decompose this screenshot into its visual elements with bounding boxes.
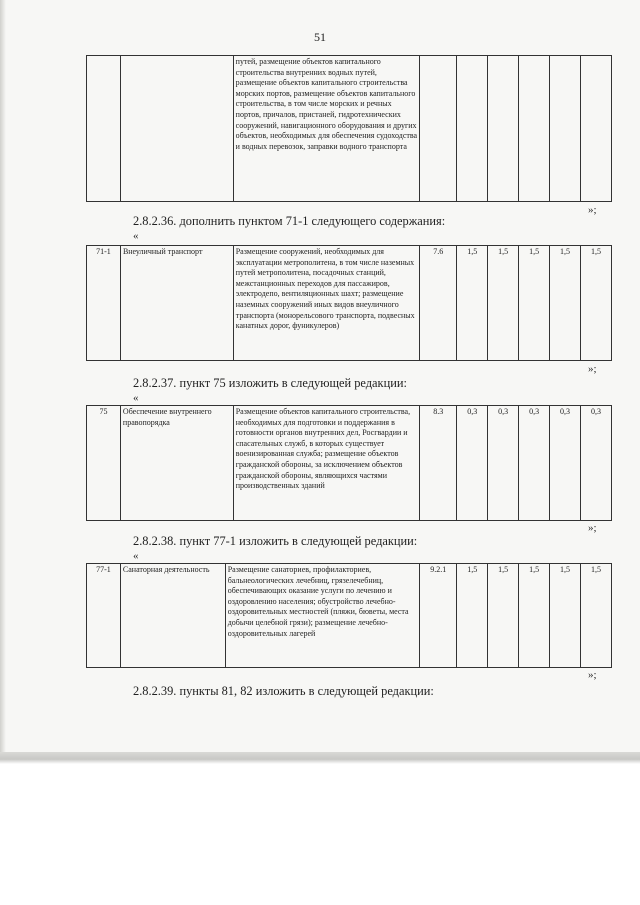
table-fragment-top bbox=[86, 55, 612, 202]
table-77-1 bbox=[86, 563, 612, 668]
closing-quote: »; bbox=[588, 204, 597, 216]
table-75 bbox=[86, 405, 612, 521]
cell-num: 77-1 bbox=[87, 564, 121, 668]
cell-value: 0,3 bbox=[488, 406, 519, 521]
cell-description: Размещение сооружений, необходимых для эксплуатации метрополитена, в том числе наземных путей метрополитена, посадочных станций, межстанционных переходов для пассажиров, электродепо, вентиляционных шахт; размещение наземных сооружений иных видов внеуличного транспорта (монорельсового транспорта, подвесных канатных дорог, фуникулеров) bbox=[233, 246, 420, 361]
section-heading: 2.8.2.37. пункт 75 изложить в следующей редакции: bbox=[133, 376, 407, 390]
section-heading: 2.8.2.36. дополнить пунктом 71-1 следующего содержания: bbox=[133, 214, 446, 228]
cell-name: Внеуличный транспорт bbox=[120, 246, 233, 361]
cell-value: 1,5 bbox=[488, 246, 519, 361]
cell-value: 0,3 bbox=[550, 406, 581, 521]
cell-value: 1,5 bbox=[457, 246, 488, 361]
cell-description: путей, размещение объектов капитального строительства внутренних водных путей, размещение объектов капитального строительства морских портов, размещение объектов капитального строительства, в том числе морских и речных портов, причалов, пристаней, гидротехнических сооружений, навигационного оборудования и других объектов, необходимых для обеспечения судоходства и водных перевозок, заправки водного транспорта bbox=[233, 56, 420, 202]
cell-value: 1,5 bbox=[519, 564, 550, 668]
cell-name: Санаторная деятельность bbox=[120, 564, 225, 668]
table-71-1 bbox=[86, 245, 612, 361]
cell-code: 8.3 bbox=[420, 406, 457, 521]
cell-value: 1,5 bbox=[580, 246, 611, 361]
cell-name: Обеспечение внутреннего правопорядка bbox=[120, 406, 233, 521]
opening-quote: « bbox=[133, 392, 139, 404]
scan-edge-shadow bbox=[0, 0, 6, 763]
cell-value: 0,3 bbox=[519, 406, 550, 521]
section-heading: 2.8.2.38. пункт 77-1 изложить в следующей редакции: bbox=[133, 534, 418, 548]
closing-quote: »; bbox=[588, 363, 597, 375]
cell-num bbox=[87, 56, 121, 202]
cell-description: Размещение санаториев, профилакториев, бальнеологических лечебниц, грязелечебниц, обеспечивающих оказание услуги по лечению и оздоровлению населения; обустройство лечебно-оздоровительных местностей (пляжи, бюветы, места добычи целебной грязи); размещение лечебно-оздоровительных лагерей bbox=[225, 564, 420, 668]
cell-code: 7.6 bbox=[420, 246, 457, 361]
cell-description: Размещение объектов капитального строительства, необходимых для подготовки и поддержания в готовности органов внутренних дел, Росгвардии и спасательных служб, в которых существует военизированная служба; размещение объектов гражданской обороны, за исключением объектов гражданской обороны, являющихся частями производственных зданий bbox=[233, 406, 420, 521]
table-row bbox=[87, 564, 612, 668]
cell-value: 1,5 bbox=[519, 246, 550, 361]
cell-value: 0,3 bbox=[580, 406, 611, 521]
cell-value: 1,5 bbox=[550, 564, 581, 668]
cell-name bbox=[120, 56, 233, 202]
section-heading: 2.8.2.39. пункты 81, 82 изложить в следующей редакции: bbox=[133, 684, 434, 698]
cell-code: 9.2.1 bbox=[420, 564, 457, 668]
scan-bottom-edge bbox=[0, 752, 640, 764]
cell-value: 1,5 bbox=[550, 246, 581, 361]
cell-value: 1,5 bbox=[488, 564, 519, 668]
table-row bbox=[87, 246, 612, 361]
opening-quote: « bbox=[133, 230, 139, 242]
cell-value: 1,5 bbox=[580, 564, 611, 668]
closing-quote: »; bbox=[588, 522, 597, 534]
opening-quote: « bbox=[133, 550, 139, 562]
table-row bbox=[87, 56, 612, 202]
cell-num: 75 bbox=[87, 406, 121, 521]
page-number: 51 bbox=[314, 30, 326, 44]
table-row bbox=[87, 406, 612, 521]
cell-value: 1,5 bbox=[457, 564, 488, 668]
closing-quote: »; bbox=[588, 669, 597, 681]
cell-value: 0,3 bbox=[457, 406, 488, 521]
cell-num: 71-1 bbox=[87, 246, 121, 361]
